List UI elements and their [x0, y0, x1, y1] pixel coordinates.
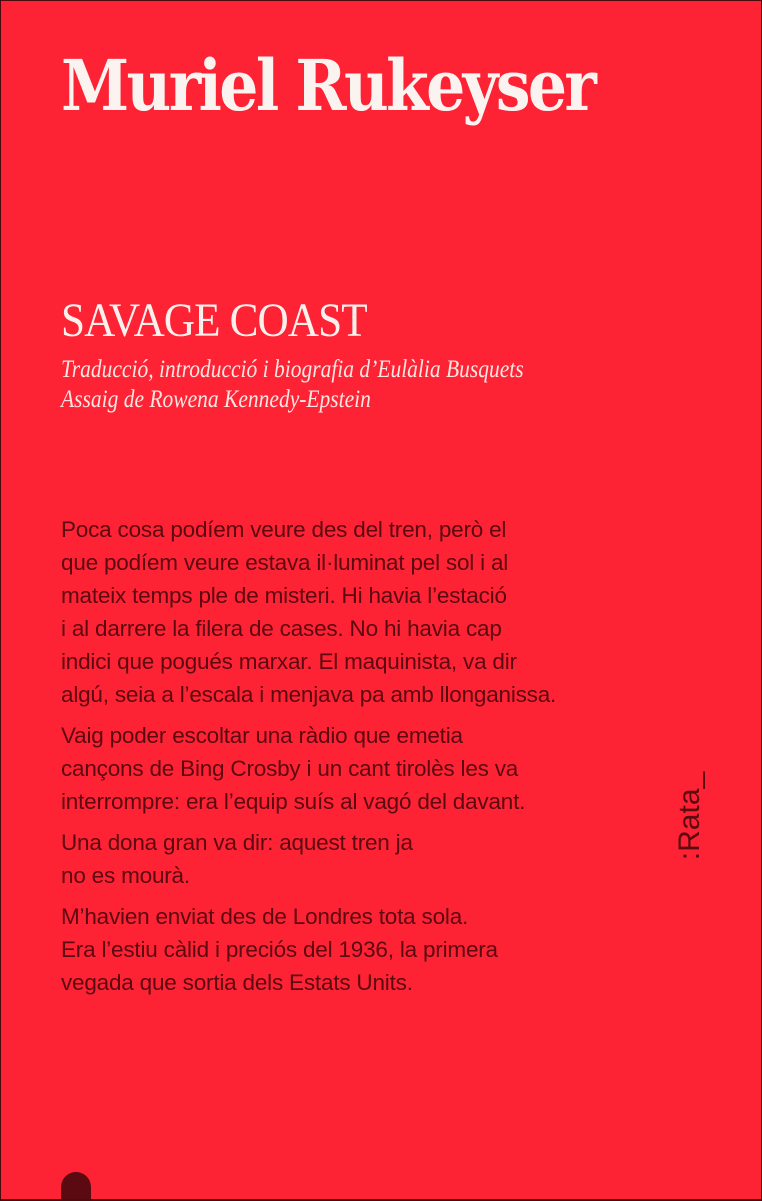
essay-credit: Assaig de Rowena Kennedy-Epstein: [61, 386, 371, 413]
excerpt-line: cançons de Bing Crosby i un cant tirolès les va: [61, 756, 519, 781]
excerpt-line: M’havien enviat des de Londres tota sola.: [61, 904, 469, 929]
credits: [61, 355, 524, 415]
excerpt-line: i al darrere la filera de cases. No hi havia cap: [61, 616, 502, 641]
author-name: Muriel Rukeyser: [61, 44, 595, 127]
excerpt-line: indici que pogués marxar. El maquinista, va dir: [61, 649, 517, 674]
excerpt-line: mateix temps ple de misteri. Hi havia l’estació: [61, 583, 507, 608]
translation-credit: Traducció, introducció i biografia d’Eulàlia Busquets: [61, 356, 524, 383]
excerpt-line: algú, seia a l’escala i menjava pa amb llonganissa.: [61, 682, 557, 707]
excerpt-line: no es mourà.: [61, 863, 190, 888]
excerpt: [61, 513, 701, 1007]
excerpt-line: Era l’estiu càlid i preciós del 1936, la primera: [61, 937, 498, 962]
excerpt-paragraph: [61, 826, 701, 892]
excerpt-paragraph: [61, 719, 701, 818]
excerpt-line: interrompre: era l’equip suís al vagó del davant.: [61, 789, 526, 814]
publisher-logo: :Rata_: [673, 771, 706, 861]
excerpt-line: Una dona gran va dir: aquest tren ja: [61, 830, 413, 855]
book-cover: [1, 1, 761, 1199]
excerpt-line: Vaig poder escoltar una ràdio que emetia: [61, 723, 463, 748]
bookmark-tab-icon: [61, 1172, 91, 1199]
excerpt-line: vegada que sortia dels Estats Units.: [61, 970, 413, 995]
excerpt-line: Poca cosa podíem veure des del tren, però el: [61, 517, 507, 542]
book-title: SAVAGE COAST: [61, 294, 367, 347]
excerpt-paragraph: [61, 900, 701, 999]
excerpt-line: que podíem veure estava il·luminat pel sol i al: [61, 550, 509, 575]
excerpt-paragraph: [61, 513, 701, 711]
